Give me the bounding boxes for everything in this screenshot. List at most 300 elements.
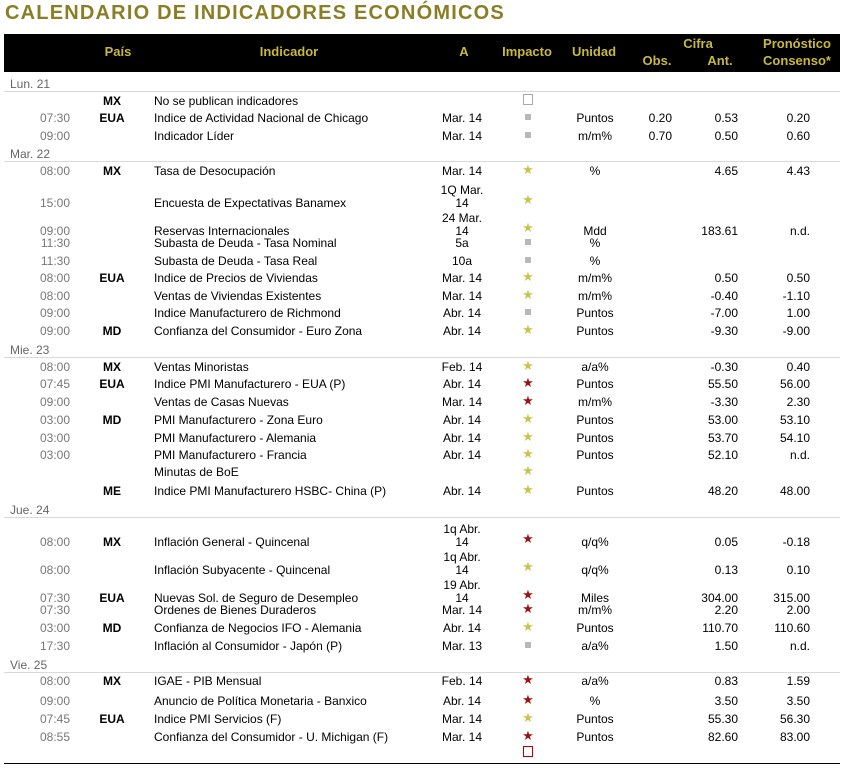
period-line: Abr. 14 <box>442 621 482 635</box>
country-cell: EUA <box>99 271 125 285</box>
star-red-icon: ★ <box>522 531 534 546</box>
square-icon <box>518 235 538 248</box>
indicator-name: Indice de Precios de Viviendas <box>154 271 318 285</box>
unit-cell: % <box>589 164 601 178</box>
star-yellow-icon: ★ <box>522 619 534 634</box>
time-cell: 11:30 <box>40 236 70 250</box>
indicator-name: PMI Manufacturero - Alemania <box>154 431 317 445</box>
time-cell: 03:00 <box>39 448 70 462</box>
period-line: Abr. 14 <box>442 377 482 391</box>
indicator-name: Subasta de Deuda - Tasa Nominal <box>154 236 337 250</box>
indicator-name: Indice Manufacturero de Richmond <box>154 306 341 320</box>
ant-cell: 53.00 <box>707 413 738 427</box>
indicator-name: Subasta de Deuda - Tasa Real <box>154 254 318 268</box>
ant-cell: -9.30 <box>710 324 738 338</box>
ant-cell: 0.53 <box>714 111 738 125</box>
time-cell: 07:45 <box>39 377 70 391</box>
indicator-name: Confianza de Negocios IFO - Alemania <box>154 621 362 635</box>
period-line: Mar. 14 <box>441 271 483 285</box>
star-yellow-icon: ★ <box>522 463 534 478</box>
indicator-row <box>0 130 846 143</box>
time-cell: 03:00 <box>39 621 70 635</box>
period-line: Feb. 14 <box>441 360 483 374</box>
period-cell <box>430 130 494 143</box>
consensus-cell: -0.18 <box>782 535 810 549</box>
unit-cell: % <box>589 236 601 250</box>
consensus-cell: 83.00 <box>779 730 810 744</box>
consensus-cell: n.d. <box>789 448 810 462</box>
indicator-name: Indice de Actividad Nacional de Chicago <box>154 111 369 125</box>
indicator-row <box>0 237 846 250</box>
unit-cell: Puntos <box>576 111 614 125</box>
indicator-name: Nuevas Sol. de Seguro de Desempleo <box>154 591 359 605</box>
star-yellow-icon: ★ <box>522 192 534 207</box>
empty-red-box-icon <box>518 745 538 758</box>
header-indicador: Indicador <box>259 44 319 59</box>
country-cell: MX <box>103 164 121 178</box>
star-red-icon: ★ <box>522 601 534 616</box>
unit-cell: Puntos <box>576 306 614 320</box>
day-header-lun-21 <box>0 77 846 91</box>
time-cell: 09:00 <box>39 395 70 409</box>
square-icon <box>518 638 538 651</box>
period-cell <box>430 414 494 427</box>
period-line: Abr. 14 <box>442 694 482 708</box>
indicator-row <box>0 393 846 409</box>
square-icon <box>518 110 538 123</box>
period-cell <box>430 485 494 498</box>
indicator-name: Ventas de Viviendas Existentes <box>154 289 322 303</box>
period-line: 14 <box>455 591 469 605</box>
period-cell <box>430 523 494 549</box>
time-cell: 08:00 <box>39 535 70 549</box>
consensus-cell: 3.50 <box>786 694 810 708</box>
day-separator <box>4 672 840 673</box>
time-cell: 08:55 <box>39 730 70 744</box>
time-cell: 07:30 <box>39 111 70 125</box>
time-cell: 09:00 <box>39 324 70 338</box>
indicator-name: Encuesta de Expectativas Banamex <box>154 196 347 210</box>
unit-cell: Puntos <box>576 413 614 427</box>
period-line: Mar. 14 <box>441 395 483 409</box>
unit-cell: Puntos <box>576 484 614 498</box>
unit-cell: Puntos <box>576 431 614 445</box>
star-yellow-icon: ★ <box>522 269 534 284</box>
ant-cell: -7.00 <box>710 306 738 320</box>
indicator-row <box>0 728 846 744</box>
day-label: Lun. 21 <box>10 77 51 91</box>
indicator-name: Ventas de Casas Nuevas <box>154 395 289 409</box>
ant-cell: 183.61 <box>701 224 738 238</box>
unit-cell: m/m% <box>578 271 612 285</box>
consensus-cell: 56.30 <box>779 712 810 726</box>
indicator-row <box>0 523 846 549</box>
indicator-name: Minutas de BoE <box>154 465 239 479</box>
period-cell <box>430 604 494 617</box>
ant-cell: 52.10 <box>707 448 738 462</box>
consensus-cell: -9.00 <box>782 324 810 338</box>
time-cell: 07:45 <box>39 712 70 726</box>
day-separator <box>4 161 840 162</box>
period-line: Feb. 14 <box>441 674 483 688</box>
indicator-row <box>0 446 846 462</box>
star-red-icon: ★ <box>522 728 534 743</box>
ant-cell: 0.50 <box>714 271 738 285</box>
consensus-cell: 1.59 <box>786 674 810 688</box>
header-a: A <box>459 44 469 59</box>
indicator-name: Confianza del Consumidor - U. Michigan (F) <box>154 730 389 744</box>
unit-cell: Mdd <box>583 224 607 238</box>
indicator-name: Indice PMI Manufacturero HSBC- China (P) <box>154 484 387 498</box>
unit-cell: % <box>589 254 601 268</box>
indicator-row <box>0 411 846 427</box>
star-yellow-icon: ★ <box>522 358 534 373</box>
indicator-row <box>0 640 846 653</box>
unit-cell: q/q% <box>581 563 609 577</box>
unit-cell: m/m% <box>578 603 612 617</box>
time-cell: 03:00 <box>39 413 70 427</box>
indicator-row <box>0 579 846 605</box>
period-cell <box>430 325 494 338</box>
star-yellow-icon: ★ <box>522 287 534 302</box>
day-header-jue-24 <box>0 503 846 517</box>
period-line: 10a <box>451 254 473 268</box>
period-cell <box>430 272 494 285</box>
day-header-mie-23 <box>0 343 846 357</box>
star-yellow-icon: ★ <box>522 322 534 337</box>
header-obs: Obs. <box>642 53 672 68</box>
period-line: Abr. 14 <box>442 484 482 498</box>
empty-box-icon <box>518 93 538 106</box>
indicator-row <box>0 212 846 238</box>
indicator-row <box>0 269 846 285</box>
header-cifra: Cifra <box>683 36 713 51</box>
time-cell: 08:00 <box>39 164 70 178</box>
period-line: 1q Abr. <box>443 522 481 536</box>
indicator-name: Indicador Líder <box>154 129 235 143</box>
period-cell <box>430 184 494 210</box>
indicator-name: Indice PMI Servicios (F) <box>154 712 282 726</box>
period-line: 1Q Mar. <box>440 183 484 197</box>
ant-cell: -0.30 <box>710 360 738 374</box>
ant-cell: 4.65 <box>714 164 738 178</box>
page-title: CALENDARIO DE INDICADORES ECONÓMICOS <box>5 2 505 24</box>
star-yellow-icon: ★ <box>522 559 534 574</box>
unit-cell: a/a% <box>581 674 609 688</box>
star-yellow-icon: ★ <box>522 429 534 444</box>
period-cell <box>430 378 494 391</box>
indicator-row <box>0 747 846 760</box>
period-line: Abr. 14 <box>442 413 482 427</box>
indicator-row <box>0 463 846 479</box>
obs-cell: 0.70 <box>648 129 672 143</box>
consensus-cell: 54.10 <box>779 431 810 445</box>
country-cell: EUA <box>99 712 125 726</box>
unit-cell: Puntos <box>576 730 614 744</box>
indicator-row <box>0 112 846 125</box>
period-line: Mar. 14 <box>441 730 483 744</box>
star-red-icon: ★ <box>522 393 534 408</box>
period-cell <box>430 622 494 635</box>
ant-cell: 0.83 <box>714 674 738 688</box>
country-cell: MD <box>102 324 122 338</box>
ant-cell: 3.50 <box>714 694 738 708</box>
period-line: 24 Mar. <box>441 211 483 225</box>
consensus-cell: 0.60 <box>786 129 810 143</box>
period-cell <box>430 579 494 605</box>
unit-cell: a/a% <box>581 360 609 374</box>
period-cell <box>430 432 494 445</box>
time-cell: 17:30 <box>39 639 70 653</box>
consensus-cell: 48.00 <box>779 484 810 498</box>
square-icon <box>518 305 538 318</box>
consensus-cell: 0.20 <box>786 111 810 125</box>
indicator-row <box>0 482 846 498</box>
indicator-name: Inflación Subyacente - Quincenal <box>154 563 331 577</box>
indicator-name: Anuncio de Política Monetaria - Banxico <box>154 694 367 708</box>
indicator-row <box>0 162 846 178</box>
period-line: Abr. 14 <box>442 324 482 338</box>
day-label: Jue. 24 <box>10 503 50 517</box>
period-line: 19 Abr. <box>443 578 481 592</box>
consensus-cell: 1.00 <box>786 306 810 320</box>
period-line: 14 <box>455 563 469 577</box>
ant-cell: -3.30 <box>710 395 738 409</box>
indicator-name: PMI Manufacturero - Francia <box>154 448 307 462</box>
period-line: Mar. 14 <box>441 164 483 178</box>
consensus-cell: 2.00 <box>786 603 810 617</box>
indicator-row <box>0 95 846 108</box>
period-cell <box>430 307 494 320</box>
consensus-cell: 4.43 <box>786 164 810 178</box>
unit-cell: Puntos <box>576 621 614 635</box>
time-cell: 11:30 <box>40 254 70 268</box>
indicator-row <box>0 692 846 708</box>
consensus-cell: 2.30 <box>786 395 810 409</box>
country-cell: ME <box>103 484 121 498</box>
indicator-name: Inflación al Consumidor - Japón (P) <box>154 639 343 653</box>
country-cell: MD <box>102 413 122 427</box>
period-cell <box>430 713 494 726</box>
day-separator <box>4 91 840 92</box>
indicator-row <box>0 710 846 726</box>
time-cell: 09:00 <box>39 306 70 320</box>
indicator-row <box>0 184 846 210</box>
ant-cell: 304.00 <box>701 591 738 605</box>
period-line: Mar. 14 <box>441 603 483 617</box>
country-cell: EUA <box>99 591 125 605</box>
table-bottom-rule <box>4 763 840 764</box>
country-cell: MX <box>103 94 121 108</box>
country-cell: MX <box>103 360 121 374</box>
star-red-icon: ★ <box>522 375 534 390</box>
ant-cell: 0.05 <box>714 535 738 549</box>
time-cell: 08:00 <box>39 563 70 577</box>
unit-cell: a/a% <box>581 639 609 653</box>
period-cell <box>430 237 494 250</box>
time-cell: 09:00 <box>39 694 70 708</box>
time-cell: 07:30 <box>39 603 70 617</box>
country-cell: MD <box>102 621 122 635</box>
indicator-row <box>0 358 846 374</box>
indicator-row <box>0 287 846 303</box>
period-line: Mar. 14 <box>441 111 483 125</box>
day-label: Vie. 25 <box>10 658 48 672</box>
star-red-icon: ★ <box>522 672 534 687</box>
consensus-cell: 53.10 <box>779 413 810 427</box>
time-cell: 08:00 <box>39 289 70 303</box>
country-cell: EUA <box>99 377 125 391</box>
time-cell: 07:30 <box>39 591 70 605</box>
unit-cell: q/q% <box>581 535 609 549</box>
star-yellow-icon: ★ <box>522 710 534 725</box>
period-cell <box>430 212 494 238</box>
unit-cell: % <box>589 694 601 708</box>
indicator-name: Ordenes de Bienes Duraderos <box>154 603 317 617</box>
country-cell: MX <box>103 535 121 549</box>
time-cell: 08:00 <box>39 360 70 374</box>
period-cell <box>430 731 494 744</box>
indicator-name: Confianza del Consumidor - Euro Zona <box>154 324 363 338</box>
consensus-cell: n.d. <box>789 224 810 238</box>
unit-cell: Puntos <box>576 324 614 338</box>
unit-cell: Miles <box>580 591 609 605</box>
country-cell: MX <box>103 674 121 688</box>
square-icon <box>518 253 538 266</box>
period-line: 1q Abr. <box>443 550 481 564</box>
ant-cell: 110.70 <box>702 621 738 635</box>
ant-cell: 48.20 <box>707 484 738 498</box>
indicator-name: Indice PMI Manufacturero - EUA (P) <box>154 377 346 391</box>
period-cell <box>430 361 494 374</box>
header-unidad: Unidad <box>571 44 617 59</box>
indicator-name: Reservas Internacionales <box>154 224 290 238</box>
ant-cell: 0.50 <box>714 129 738 143</box>
ant-cell: 55.30 <box>707 712 738 726</box>
country-cell: EUA <box>99 111 125 125</box>
time-cell: 09:00 <box>39 224 70 238</box>
consensus-cell: 0.40 <box>786 360 810 374</box>
ant-cell: 55.50 <box>707 377 738 391</box>
indicator-name: Ventas Minoristas <box>154 360 249 374</box>
consensus-cell: 0.50 <box>786 271 810 285</box>
indicator-row <box>0 619 846 635</box>
period-line: Mar. 14 <box>441 129 483 143</box>
header-pais: País <box>104 44 132 59</box>
header-impacto: Impacto <box>502 44 552 59</box>
star-yellow-icon: ★ <box>522 411 534 426</box>
indicator-name: PMI Manufacturero - Zona Euro <box>154 413 323 427</box>
consensus-cell: 56.00 <box>779 377 810 391</box>
period-cell <box>430 112 494 125</box>
period-line: 14 <box>455 535 469 549</box>
period-cell <box>430 165 494 178</box>
period-cell <box>430 255 494 268</box>
star-yellow-icon: ★ <box>522 446 534 461</box>
consensus-cell: 110.60 <box>774 621 810 635</box>
ant-cell: 1.50 <box>714 639 738 653</box>
star-yellow-icon: ★ <box>522 220 534 235</box>
indicator-row <box>0 601 846 617</box>
time-cell: 03:00 <box>39 431 70 445</box>
star-red-icon: ★ <box>522 692 534 707</box>
day-header-mar-22 <box>0 147 846 161</box>
period-line: Mar. 13 <box>441 639 483 653</box>
unit-cell: Puntos <box>576 712 614 726</box>
period-line: 14 <box>455 224 469 238</box>
time-cell: 09:00 <box>39 129 70 143</box>
period-cell <box>430 290 494 303</box>
square-icon <box>518 128 538 141</box>
indicator-row <box>0 672 846 688</box>
unit-cell: Puntos <box>576 377 614 391</box>
ant-cell: 53.70 <box>707 431 738 445</box>
indicator-name: Tasa de Desocupación <box>154 164 276 178</box>
unit-cell: Puntos <box>576 448 614 462</box>
ant-cell: 2.20 <box>714 603 738 617</box>
indicator-name: Inflación General - Quincenal <box>154 535 310 549</box>
obs-cell: 0.20 <box>648 111 672 125</box>
ant-cell: 82.60 <box>707 730 738 744</box>
unit-cell: m/m% <box>578 395 612 409</box>
period-line: Abr. 14 <box>442 306 482 320</box>
day-label: Mar. 22 <box>10 147 51 161</box>
period-line: Mar. 14 <box>441 712 483 726</box>
indicator-row <box>0 307 846 320</box>
indicator-row <box>0 429 846 445</box>
star-yellow-icon: ★ <box>522 482 534 497</box>
time-cell: 15:00 <box>39 196 70 210</box>
indicator-name: No se publican indicadores <box>154 94 299 108</box>
period-cell <box>430 675 494 688</box>
period-cell <box>430 449 494 462</box>
indicator-row <box>0 255 846 268</box>
header-ant: Ant. <box>707 53 733 68</box>
period-cell <box>430 396 494 409</box>
consensus-cell: n.d. <box>789 639 810 653</box>
indicator-row <box>0 322 846 338</box>
period-line: Abr. 14 <box>442 448 482 462</box>
day-header-vie-25 <box>0 658 846 672</box>
consensus-cell: 0.10 <box>786 563 810 577</box>
period-line: 5a <box>455 236 469 250</box>
period-line: Abr. 14 <box>442 431 482 445</box>
time-cell: 08:00 <box>39 674 70 688</box>
unit-cell: m/m% <box>578 129 612 143</box>
header-consenso: Consenso* <box>763 53 831 68</box>
period-cell <box>430 695 494 708</box>
header-pronostico: Pronóstico <box>763 36 831 51</box>
period-line: Mar. 14 <box>441 289 483 303</box>
star-red-icon: ★ <box>522 587 534 602</box>
ant-cell: -0.40 <box>710 289 738 303</box>
day-separator <box>4 357 840 358</box>
indicator-row <box>0 375 846 391</box>
consensus-cell: 315.00 <box>773 591 810 605</box>
period-cell <box>430 551 494 577</box>
consensus-cell: -1.10 <box>782 289 810 303</box>
period-cell <box>430 640 494 653</box>
indicator-row <box>0 551 846 577</box>
period-line: 14 <box>455 196 469 210</box>
star-yellow-icon: ★ <box>522 162 534 177</box>
unit-cell: m/m% <box>578 289 612 303</box>
day-separator <box>4 517 840 518</box>
time-cell: 08:00 <box>39 271 70 285</box>
indicator-name: IGAE - PIB Mensual <box>154 674 262 688</box>
day-label: Mie. 23 <box>10 343 50 357</box>
ant-cell: 0.13 <box>714 563 738 577</box>
